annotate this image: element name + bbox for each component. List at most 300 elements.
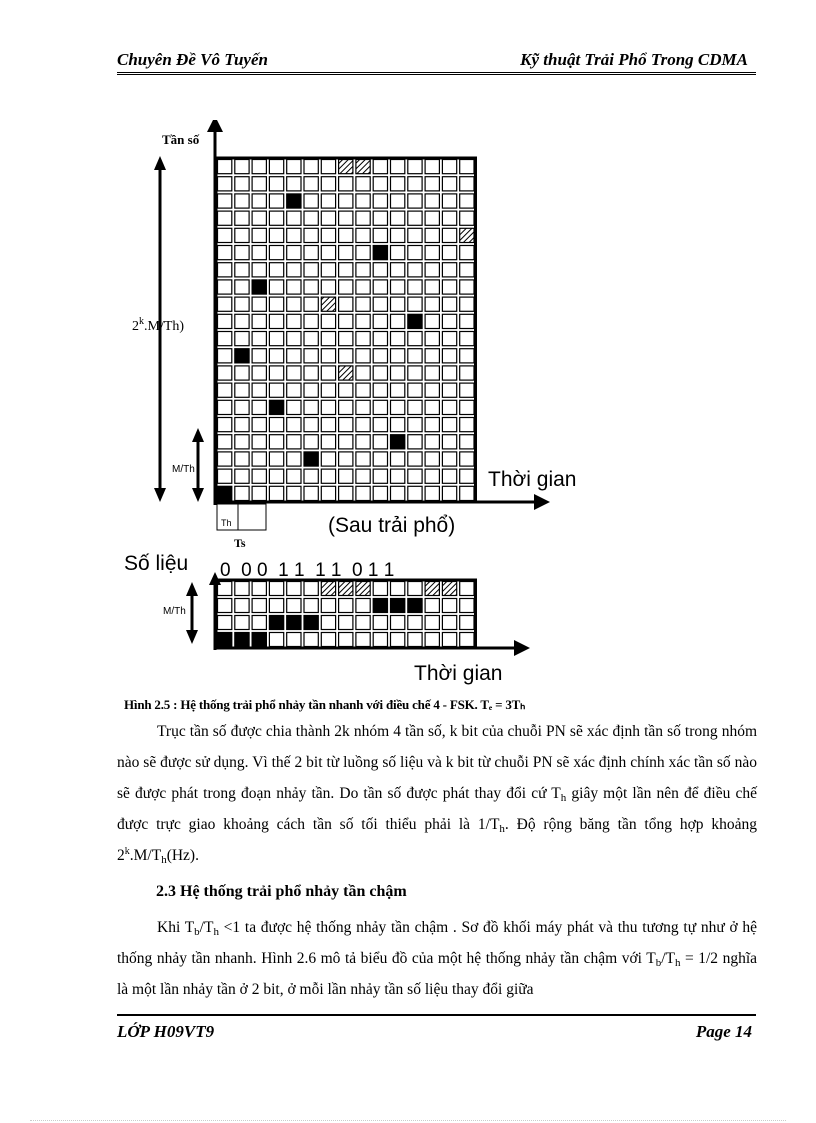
grid-cell [460,246,474,260]
grid-cell [339,633,353,647]
grid-cell [391,469,405,483]
grid-cell [391,246,405,260]
paragraph-2: Khi $T_b/T_h <1$ ta được hệ thống nhảy tần chậm . Sơ đồ khối máy phát và thu tương tự như ở hệ thống nhảy tần nhanh. Hình 2.6 mô tả biểu đồ của một hệ thống nhảy tần chậm với $T_b/T_h = 1/2$ nghĩa là một lần nhảy tần ở 2 bit, ở mỗi lần nhảy tần số liệu thay đổi giữa [117,919,758,998]
grid-cell [425,246,439,260]
grid-cell [460,263,474,277]
grid-cell [356,297,370,311]
grid-cell [356,349,370,363]
grid-cell [304,486,318,500]
grid-cell [321,280,335,294]
grid-cell [460,211,474,225]
grid-cell [321,314,335,328]
grid-cell [425,263,439,277]
grid-cell [356,633,370,647]
grid-cell [442,599,456,613]
hop-cell-filled [287,616,301,630]
range-label-group: M/Th [172,464,195,475]
grid-cell [235,280,249,294]
grid-cell [373,160,387,174]
grid-cell [373,418,387,432]
grid-cell [408,228,422,242]
grid-cell [235,418,249,432]
hop-cell-hatched [356,582,370,596]
grid-cell [321,246,335,260]
hop-cell-filled [287,194,301,208]
grid-cell [269,263,283,277]
grid-cell [391,194,405,208]
grid-cell [218,469,232,483]
hop-cell-filled [391,435,405,449]
grid-cell [460,452,474,466]
upper-time-axis-arrow [534,494,550,510]
grid-cell [373,297,387,311]
hop-cell-hatched [339,582,353,596]
grid-cell [460,177,474,191]
grid-cell [356,616,370,630]
footer-class-label: LỚP H09VT9 [117,1022,215,1041]
grid-cell [425,160,439,174]
hop-cell-filled [408,599,422,613]
grid-cell [287,160,301,174]
hop-cell-filled [218,486,232,500]
grid-cell [408,366,422,380]
grid-cell [356,469,370,483]
grid-cell [425,452,439,466]
grid-cell [218,228,232,242]
grid-cell [339,194,353,208]
grid-cell [442,400,456,414]
grid-cell [235,246,249,260]
grid-cell [408,280,422,294]
grid-cell [287,582,301,596]
grid-cell [339,314,353,328]
grid-cell [287,349,301,363]
grid-cell [235,469,249,483]
grid-cell [321,400,335,414]
grid-cell [442,486,456,500]
grid-cell [235,228,249,242]
grid-cell [442,616,456,630]
grid-cell [252,418,266,432]
grid-cell [391,418,405,432]
grid-cell [425,383,439,397]
grid-cell [304,194,318,208]
hop-cell-filled [373,246,387,260]
grid-cell [391,616,405,630]
grid-cell [373,314,387,328]
grid-cell [425,469,439,483]
grid-cell [373,469,387,483]
grid-cell [321,383,335,397]
page-footer [117,1014,756,1046]
time-axis-label: Thời gian [488,468,577,491]
grid-cell [287,469,301,483]
grid-cell [391,349,405,363]
hop-cell-filled [218,633,232,647]
grid-cell [373,332,387,346]
grid-cell [373,616,387,630]
grid-cell [321,418,335,432]
grid-cell [460,400,474,414]
grid-cell [218,599,232,613]
grid-cell [442,211,456,225]
grid-cell [408,160,422,174]
grid-cell [287,211,301,225]
grid-cell [425,400,439,414]
grid-cell [235,160,249,174]
grid-cell [235,582,249,596]
page-edge-divider [30,1120,786,1121]
grid-cell [373,263,387,277]
grid-cell [408,486,422,500]
grid-cell [252,582,266,596]
grid-cell [235,435,249,449]
grid-cell [408,349,422,363]
grid-cell [373,452,387,466]
grid-cell [304,349,318,363]
grid-cell [442,452,456,466]
grid-cell [269,469,283,483]
grid-cell [339,349,353,363]
hop-cell-filled [235,349,249,363]
grid-cell [460,297,474,311]
grid-cell [373,435,387,449]
range-label-total: 2$^k$.M/Th) [132,316,185,334]
grid-cell [218,160,232,174]
grid-cell [252,228,266,242]
grid-cell [442,228,456,242]
grid-cell [408,383,422,397]
grid-cell [287,633,301,647]
grid-cell [391,452,405,466]
grid-cell [269,418,283,432]
grid-cell [321,332,335,346]
grid-cell [235,211,249,225]
grid-cell [269,383,283,397]
grid-cell [218,383,232,397]
grid-cell [218,418,232,432]
grid-cell [356,177,370,191]
grid-cell [373,383,387,397]
grid-cell [269,582,283,596]
grid-cell [287,177,301,191]
header-left-title: Chuyên Đề Vô Tuyến [117,50,268,69]
grid-cell [460,366,474,380]
grid-cell [356,383,370,397]
grid-cell [460,383,474,397]
grid-cell [373,582,387,596]
grid-cell [321,177,335,191]
grid-cell [442,263,456,277]
grid-cell [356,211,370,225]
grid-cell [218,435,232,449]
grid-cell [269,297,283,311]
grid-cell [425,599,439,613]
grid-cell [442,280,456,294]
grid-cell [442,418,456,432]
grid-cell [218,280,232,294]
grid-cell [321,228,335,242]
grid-cell [460,616,474,630]
grid-cell [304,599,318,613]
grid-cell [304,314,318,328]
hop-cell-hatched [460,228,474,242]
grid-cell [252,616,266,630]
grid-cell [304,418,318,432]
grid-cell [391,160,405,174]
grid-cell [356,314,370,328]
grid-cell [269,452,283,466]
grid-cell [252,486,266,500]
grid-cell [252,246,266,260]
lower-range-label: M/Th [163,606,186,617]
hop-cell-filled [235,633,249,647]
hop-cell-filled [408,314,422,328]
grid-cell [356,452,370,466]
grid-cell [373,194,387,208]
hop-cell-filled [391,599,405,613]
hop-cell-filled [252,633,266,647]
grid-cell [356,246,370,260]
grid-cell [287,383,301,397]
grid-cell [391,486,405,500]
grid-cell [218,246,232,260]
lower-frequency-grid [216,580,476,648]
grid-cell [356,400,370,414]
grid-cell [339,332,353,346]
after-spread-label: (Sau trải phổ) [328,514,456,537]
grid-cell [218,332,232,346]
grid-cell [356,486,370,500]
grid-cell [373,177,387,191]
th-label: Th [221,518,232,528]
grid-cell [391,633,405,647]
grid-cell [235,314,249,328]
grid-cell [339,452,353,466]
hop-cell-hatched [339,366,353,380]
grid-cell [442,194,456,208]
grid-cell [269,211,283,225]
grid-cell [287,486,301,500]
fhss-figure [110,120,610,695]
grid-cell [304,582,318,596]
grid-cell [321,469,335,483]
grid-cell [339,177,353,191]
grid-cell [391,314,405,328]
grid-cell [425,228,439,242]
grid-cell [425,633,439,647]
grid-cell [460,160,474,174]
grid-cell [442,469,456,483]
data-label: Số liệu [124,552,189,575]
grid-cell [339,246,353,260]
grid-cell [304,280,318,294]
grid-cell [339,280,353,294]
grid-cell [408,332,422,346]
grid-cell [356,228,370,242]
grid-cell [442,332,456,346]
grid-cell [252,349,266,363]
grid-cell [356,418,370,432]
grid-cell [339,599,353,613]
grid-cell [425,177,439,191]
hop-cell-hatched [425,582,439,596]
grid-cell [321,599,335,613]
hop-cell-hatched [442,582,456,596]
hop-cell-filled [269,616,283,630]
grid-cell [460,349,474,363]
grid-cell [408,435,422,449]
grid-cell [408,582,422,596]
grid-cell [425,366,439,380]
figure-caption: Hình 2.5 : Hệ thống trải phổ nhảy tần nhanh với điều chế 4 - FSK. Tₑ = 3Tₕ [124,697,526,712]
grid-cell [287,280,301,294]
grid-cell [235,486,249,500]
grid-cell [321,452,335,466]
grid-cell [287,418,301,432]
grid-cell [235,297,249,311]
grid-cell [252,194,266,208]
grid-cell [391,228,405,242]
grid-cell [408,211,422,225]
grid-cell [321,486,335,500]
grid-cell [425,297,439,311]
grid-cell [442,177,456,191]
grid-cell [287,366,301,380]
grid-cell [425,314,439,328]
hop-cell-hatched [321,297,335,311]
paragraph-1: Trục tần số được chia thành 2k nhóm 4 tần số, k bit của chuỗi PN sẽ xác định tần số trong nhóm nào sẽ được sử dụng. Vì thế 2 bit từ luồng số liệu và k bit từ chuỗi PN sẽ xác định chính xác tần số nào sẽ được phát trong đoạn nhảy tần. Do tần số được phát thay đổi cứ $T_h$ giây một lần nên để điều chế được trực giao khoảng cách tần số tối thiểu phải là $1/T_h$. Độ rộng băng tần tổng hợp khoảng $2^k.M/T_h(Hz)$. [117,723,757,866]
grid-cell [408,177,422,191]
grid-cell [287,246,301,260]
grid-cell [356,280,370,294]
grid-cell [339,616,353,630]
grid-cell [304,633,318,647]
header-right-title: Kỹ thuật Trải Phổ Trong CDMA [520,50,748,69]
grid-cell [408,616,422,630]
grid-cell [356,599,370,613]
grid-cell [339,486,353,500]
grid-cell [304,211,318,225]
hop-cell-filled [252,280,266,294]
grid-cell [304,400,318,414]
grid-cell [304,228,318,242]
grid-cell [235,332,249,346]
page-number: Page 14 [695,1022,752,1041]
grid-cell [373,211,387,225]
hop-cell-hatched [356,160,370,174]
section-title: 2.3 Hệ thống trải phổ nhảy tần chậm [156,883,407,900]
grid-cell [235,599,249,613]
grid-cell [408,400,422,414]
grid-cell [425,616,439,630]
page-header [117,48,756,75]
grid-cell [373,486,387,500]
grid-cell [391,211,405,225]
grid-cell [252,599,266,613]
grid-cell [235,194,249,208]
grid-cell [460,314,474,328]
grid-cell [218,263,232,277]
grid-cell [391,177,405,191]
grid-cell [408,469,422,483]
grid-cell [287,297,301,311]
grid-cell [269,349,283,363]
grid-cell [321,435,335,449]
grid-cell [304,383,318,397]
grid-cell [339,383,353,397]
grid-cell [408,452,422,466]
grid-cell [287,452,301,466]
grid-cell [304,177,318,191]
grid-cell [218,366,232,380]
grid-cell [442,349,456,363]
grid-cell [408,263,422,277]
grid-cell [269,280,283,294]
grid-cell [287,263,301,277]
grid-cell [425,418,439,432]
grid-cell [442,160,456,174]
grid-cell [321,160,335,174]
grid-cell [391,263,405,277]
hop-cell-filled [304,452,318,466]
grid-cell [339,263,353,277]
grid-cell [339,400,353,414]
grid-cell [287,599,301,613]
grid-cell [287,228,301,242]
grid-cell [460,280,474,294]
grid-cell [252,332,266,346]
grid-cell [269,246,283,260]
grid-cell [304,246,318,260]
hop-cell-filled [269,400,283,414]
grid-cell [460,582,474,596]
grid-cell [373,280,387,294]
grid-cell [425,211,439,225]
grid-cell [321,616,335,630]
grid-cell [218,400,232,414]
grid-cell [269,194,283,208]
grid-cell [235,616,249,630]
grid-cell [356,263,370,277]
grid-cell [269,366,283,380]
grid-cell [218,349,232,363]
grid-cell [304,366,318,380]
grid-cell [356,435,370,449]
grid-cell [304,160,318,174]
grid-cell [339,228,353,242]
grid-cell [408,246,422,260]
grid-cell [218,616,232,630]
grid-cell [442,435,456,449]
grid-cell [252,263,266,277]
grid-cell [460,435,474,449]
grid-cell [425,332,439,346]
grid-cell [408,633,422,647]
grid-cell [304,332,318,346]
grid-cell [408,418,422,432]
grid-cell [269,177,283,191]
grid-cell [391,383,405,397]
grid-cell [321,194,335,208]
grid-cell [460,418,474,432]
grid-cell [442,366,456,380]
grid-cell [460,194,474,208]
grid-cell [235,366,249,380]
hop-cell-filled [373,599,387,613]
grid-cell [252,160,266,174]
grid-cell [460,633,474,647]
